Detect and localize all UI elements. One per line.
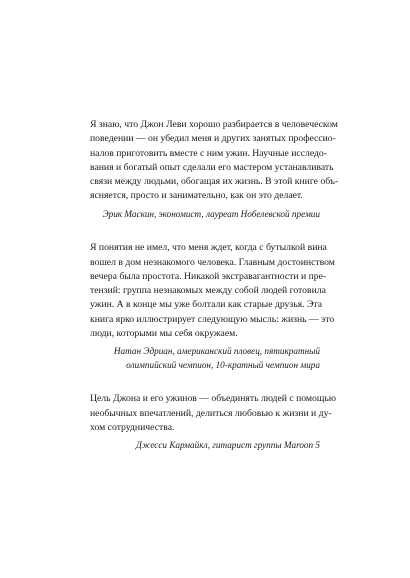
quote-line: Цель Джона и его ужинов — объединять людей с помощью [90, 393, 337, 405]
quote-line: ясняется, просто и занимательно, как он это делает. [90, 190, 303, 202]
quote-line: вошел в дом незнакомого человека. Главным достоинством [90, 256, 335, 268]
blurb-attribution [90, 439, 320, 453]
blurb-quote [90, 241, 335, 341]
quote-line: поведении — он убедил меня и других занятых профессио- [90, 133, 336, 145]
quote-line: книга ярко иллюстрирует следующую мысль: жизнь — это [90, 313, 335, 325]
attribution-line: Эрик Маскин, экономист, лауреат Нобелевской премии [102, 208, 320, 219]
blurb-carmichael [90, 392, 337, 452]
quote-line: ужин. А в конце мы уже болтали как старые друзья. Эта [90, 299, 322, 311]
blurb-adrian [90, 241, 335, 372]
blurb-attribution [90, 208, 320, 222]
quote-line: Я знаю, что Джон Леви хорошо разбирается в человеческом [90, 119, 338, 130]
blurb-quote [90, 392, 337, 435]
quote-line: необычных впечатлений, делиться любовью к жизни и ду- [90, 407, 332, 419]
quote-line: тензий: группа незнакомых между собой людей готовила [90, 285, 326, 297]
quote-line: налов приготовить вместе с ним ужин. Научные исследо- [90, 147, 328, 159]
quote-line: связи между людьми, обогащая их жизнь. В этой книге объ- [90, 176, 339, 188]
quote-line: Я понятия не имел, что меня ждет, когда с бутылкой вина [90, 242, 327, 254]
attribution-line: Натан Эдриан, американский пловец, пятикратный [113, 346, 320, 357]
quote-line: вечера была простота. Никакой экстравагантности и пре- [90, 270, 327, 282]
attribution-line: Джесси Кармайкл, гитарист группы Maroon 5 [136, 440, 320, 451]
quote-line: хом сотрудничества. [90, 421, 175, 433]
blurb-maskin [90, 118, 339, 221]
blurb-quote [90, 118, 339, 204]
attribution-line: олимпийский чемпион, 10-кратный чемпион мира [126, 359, 320, 370]
quote-line: люди, которыми мы себя окружаем. [90, 328, 238, 340]
quote-line: вания и богатый опыт сделали его мастером устанавливать [90, 161, 334, 173]
blurb-attribution [90, 345, 320, 372]
